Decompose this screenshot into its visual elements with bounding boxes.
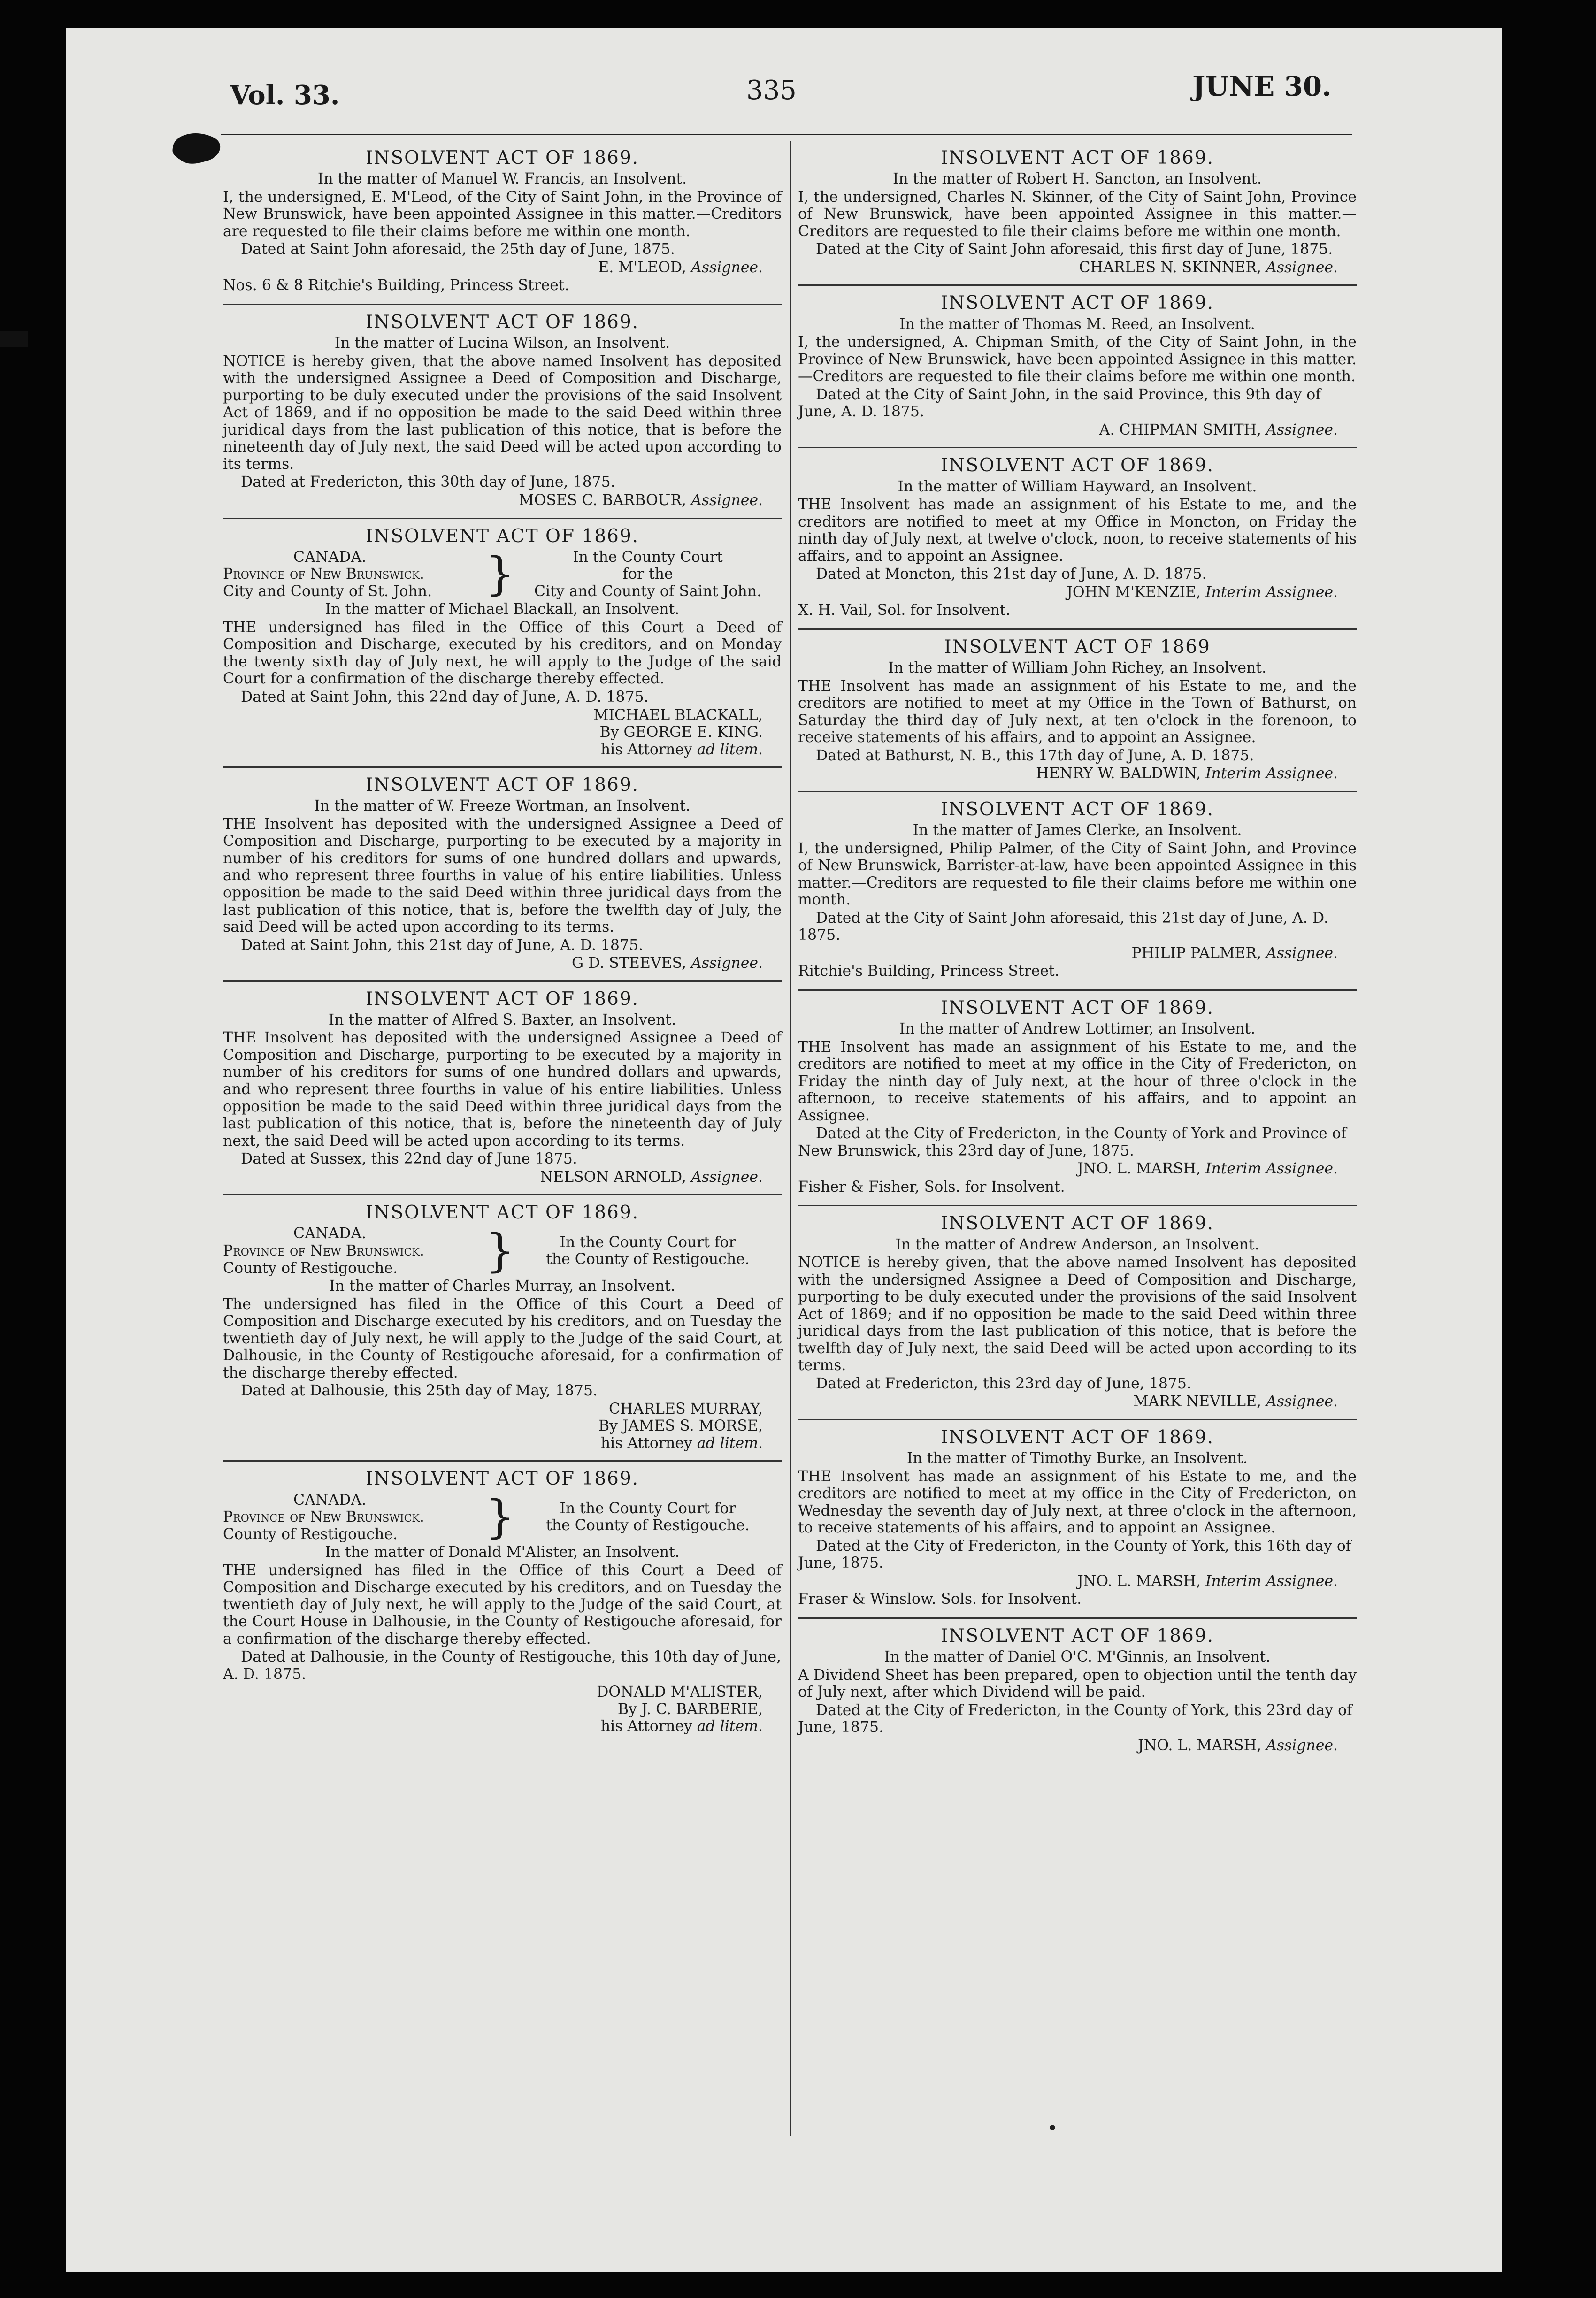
notice-body: I, the undersigned, A. Chipman Smith, of the City of Saint John, in the Province of New Brunswick, have been appointed Assignee in this matter.—Creditors are requested to file their claims before me within one month. xyxy=(798,334,1357,385)
court-province: Province of New Brunswick. xyxy=(223,566,424,583)
court-province: Province of New Brunswick. xyxy=(223,1242,424,1259)
notice-body: I, the undersigned, Philip Palmer, of the City of Saint John, and Province of New Brunswick, Barrister-at-law, have been appointed Assignee in this matter.—Creditors are requested to file their claims before me within one month. xyxy=(798,840,1357,909)
court-line: the County of Restigouche. xyxy=(546,1517,750,1534)
court-line: In the County Court for xyxy=(560,1233,736,1251)
notice-matter: In the matter of Charles Murray, an Insolvent. xyxy=(329,1278,675,1295)
volume-label: Vol. 33. xyxy=(230,80,340,111)
notice-body: THE Insolvent has made an assignment of his Estate to me, and the creditors are notified to meet at my Office in the Town of Bathurst, on Saturday the third day of July next, at ten o'clock in the forenoon, to receive statements of his affairs, and to appoint an Assignee. xyxy=(798,677,1357,746)
signature-name: NELSON ARNOLD, xyxy=(540,1168,687,1186)
page-number: 335 xyxy=(746,75,797,106)
signature xyxy=(798,421,1357,439)
notice xyxy=(798,1206,1357,1420)
court-name xyxy=(514,549,782,600)
notice-matter: In the matter of Thomas M. Reed, an Insolvent. xyxy=(899,315,1255,333)
ad-litem: ad litem. xyxy=(697,1718,763,1735)
notice-dated: Dated at Bathurst, N. B., this 17th day of June, A. D. 1875. xyxy=(816,747,1254,764)
signature-name: HENRY W. BALDWIN, xyxy=(1036,765,1201,782)
notice-matter: In the matter of James Clerke, an Insolvent. xyxy=(913,822,1242,839)
signature-role: Assignee. xyxy=(1266,1737,1338,1754)
notice xyxy=(798,1619,1357,1762)
notice-body: NOTICE is hereby given, that the above named Insolvent has deposited with the undersigned Assignee a Deed of Composition and Discharge, purporting to be duly executed under the provisions of the said Insolvent Act of 1869, and if no opposition be made to the said Deed within three juridical days from the last publication of this notice, that is before the nineteenth day of July next, the said Deed will be acted upon according to its terms. xyxy=(223,352,782,473)
signature-attorney xyxy=(223,741,782,758)
notice-matter: In the matter of William John Richey, an Insolvent. xyxy=(888,659,1267,677)
notice xyxy=(798,448,1357,629)
notice-body: THE Insolvent has made an assignment of his Estate to me, and the creditors are notified to meet at my Office in Moncton, on Friday the ninth day of July next, at twelve o'clock, noon, to receive statements of his affairs, and to appoint an Assignee. xyxy=(798,496,1357,565)
notice-dated: Dated at Fredericton, this 30th day of June, 1875. xyxy=(241,474,615,491)
notice-address: Ritchie's Building, Princess Street. xyxy=(798,963,1059,980)
notice-matter: In the matter of Donald M'Alister, an Insolvent. xyxy=(325,1544,680,1561)
header-rule xyxy=(221,134,1352,135)
notice-dated: Dated at Saint John, this 21st day of June, A. D. 1875. xyxy=(241,936,644,954)
right-column xyxy=(798,141,1357,1762)
notice xyxy=(798,286,1357,448)
signature-role: Interim Assignee. xyxy=(1205,765,1338,782)
signature-role: Assignee. xyxy=(1266,421,1338,438)
notice xyxy=(223,305,782,519)
court-caption xyxy=(223,1492,782,1543)
court-province: Province of New Brunswick. xyxy=(223,1509,424,1526)
notice-body: NOTICE is hereby given, that the above named Insolvent has deposited with the undersigned Assignee a Deed of Composition and Discharge, purporting to be duly executed under the provisions of the said Insolvent Act of 1869; and if no opposition be made to the said Deed within three juridical days from the last publication of this notice, that is before the twelfth day of July next, the said Deed will be acted upon according to its terms. xyxy=(798,1254,1357,1374)
notice xyxy=(798,630,1357,792)
notice-matter: In the matter of Lucina Wilson, an Insolvent. xyxy=(334,335,670,352)
notice-title: INSOLVENT ACT OF 1869. xyxy=(365,774,639,796)
notice-title: INSOLVENT ACT OF 1869. xyxy=(940,997,1214,1019)
notice-title: INSOLVENT ACT OF 1869. xyxy=(940,1213,1214,1234)
notice-dated: Dated at the City of Saint John aforesaid, this 21st day of June, A. D. 1875. xyxy=(798,909,1329,944)
brace-icon: } xyxy=(486,548,515,601)
signature-role: Assignee. xyxy=(1266,944,1338,962)
notice-body: I, the undersigned, E. M'Leod, of the City of Saint John, in the Province of New Brunswick, have been appointed Assignee in this matter.—Creditors are requested to file their claims before me within one month. xyxy=(223,188,782,240)
court-jurisdiction xyxy=(223,1225,486,1277)
notice-matter: In the matter of W. Freeze Wortman, an Insolvent. xyxy=(314,797,691,815)
signature-name: A. CHIPMAN SMITH, xyxy=(1099,421,1262,438)
issue-date: JUNE 30. xyxy=(1192,70,1332,102)
notice-title: INSOLVENT ACT OF 1869. xyxy=(365,988,639,1010)
notice xyxy=(223,1195,782,1462)
notice-title: INSOLVENT ACT OF 1869. xyxy=(365,1202,639,1224)
page-header xyxy=(66,70,1502,136)
notice-title: INSOLVENT ACT OF 1869 xyxy=(944,636,1211,658)
signature xyxy=(798,584,1357,601)
signature-attorney xyxy=(223,1718,782,1735)
notice-title: INSOLVENT ACT OF 1869. xyxy=(940,147,1214,169)
notice-matter: In the matter of Robert H. Sancton, an Insolvent. xyxy=(892,170,1262,188)
signature xyxy=(223,259,782,276)
notice xyxy=(798,792,1357,991)
notice-dated: Dated at Dalhousie, this 25th day of May, 1875. xyxy=(241,1382,598,1400)
notice xyxy=(798,141,1357,286)
notice-dated: Dated at Moncton, this 21st day of June, A. D. 1875. xyxy=(816,566,1207,583)
notice-dated: Dated at Saint John, this 22nd day of June, A. D. 1875. xyxy=(241,688,649,705)
notice xyxy=(798,991,1357,1207)
signature-role: Assignee. xyxy=(691,259,763,276)
notice xyxy=(223,141,782,305)
notice-matter: In the matter of Alfred S. Baxter, an Insolvent. xyxy=(328,1011,676,1028)
court-caption xyxy=(223,1225,782,1277)
notice-body: THE Insolvent has made an assignment of his Estate to me, and the creditors are notified to meet at my office in the City of Fredericton, on Friday the ninth day of July next, at the hour of three o'clock in the afternoon, to receive statements of his affairs, and to appoint an Assignee. xyxy=(798,1038,1357,1124)
signature-name: MICHAEL BLACKALL, xyxy=(593,706,763,724)
notice-title: INSOLVENT ACT OF 1869. xyxy=(365,525,639,547)
signature-by: By JAMES S. MORSE, xyxy=(598,1417,763,1435)
column-divider xyxy=(790,141,791,2136)
signature-by: By GEORGE E. KING. xyxy=(599,724,763,741)
notice-dated: Dated at Sussex, this 22nd day of June 1875. xyxy=(241,1150,577,1168)
notice-address: Nos. 6 & 8 Ritchie's Building, Princess Street. xyxy=(223,277,569,294)
signature xyxy=(798,1393,1357,1410)
notice-title: INSOLVENT ACT OF 1869. xyxy=(365,311,639,333)
court-country: CANADA. xyxy=(293,548,367,566)
notice-body: THE Insolvent has made an assignment of his Estate to me, and the creditors are notified to meet at my office in the City of Fredericton, on Wednesday the seventh day of July next, at three o'clock in the afternoon, to receive statements of his affairs, and to appoint an Assignee. xyxy=(798,1468,1357,1537)
notice-title: INSOLVENT ACT OF 1869. xyxy=(365,147,639,169)
signature-role: Assignee. xyxy=(691,491,763,509)
signature-name: CHARLES MURRAY, xyxy=(609,1400,763,1417)
signature-name: JOHN M'KENZIE, xyxy=(1067,583,1201,601)
signature xyxy=(223,1169,782,1186)
signature-name: MARK NEVILLE, xyxy=(1133,1393,1262,1410)
notice-title: INSOLVENT ACT OF 1869. xyxy=(940,1625,1214,1647)
notice xyxy=(798,1420,1357,1619)
court-country: CANADA. xyxy=(293,1225,367,1242)
court-county: City and County of St. John. xyxy=(223,582,432,600)
court-line: In the County Court for xyxy=(560,1500,736,1517)
notice-dated: Dated at the City of Fredericton, in the County of York and Province of New Brunswick, this 23rd day of June, 1875. xyxy=(798,1125,1347,1159)
court-line: for the xyxy=(622,566,673,583)
signature-name: JNO. L. MARSH, xyxy=(1077,1572,1201,1590)
signature-name: G D. STEEVES, xyxy=(571,955,687,972)
notice-body: THE Insolvent has deposited with the undersigned Assignee a Deed of Composition and Discharge, purporting to be executed by a majority in number of his creditors for sums of one hundred dollars and upwards, and who represent three fourths in value of his entire liabilities. Unless opposition be made to the said Deed within three juridical days from the last publication of this notice, that is, before the nineteenth day of July next, the said Deed will be acted upon according to its terms. xyxy=(223,1029,782,1149)
notice-matter: In the matter of Andrew Anderson, an Insolvent. xyxy=(895,1236,1259,1253)
signature-name: DONALD M'ALISTER, xyxy=(597,1684,763,1701)
court-county: County of Restigouche. xyxy=(223,1525,398,1543)
signature xyxy=(223,955,782,972)
attorney-label: his Attorney xyxy=(600,1718,692,1735)
signature xyxy=(798,1160,1357,1178)
ad-litem: ad litem. xyxy=(697,741,763,758)
signature xyxy=(798,765,1357,782)
notice-dated: Dated at the City of Saint John, in the said Province, this 9th day of June, A. D. 1875. xyxy=(798,386,1321,421)
notice xyxy=(223,1462,782,1744)
brace-icon: } xyxy=(486,1491,515,1544)
brace-icon: } xyxy=(486,1225,515,1278)
notice-title: INSOLVENT ACT OF 1869. xyxy=(940,292,1214,314)
court-name xyxy=(514,1234,782,1268)
signature-name: JNO. L. MARSH, xyxy=(1138,1737,1262,1754)
signature-name: CHARLES N. SKINNER, xyxy=(1079,259,1262,276)
signature xyxy=(798,945,1357,962)
signature-role: Interim Assignee. xyxy=(1205,1160,1338,1178)
notice-title: INSOLVENT ACT OF 1869. xyxy=(365,1468,639,1490)
signature-role: Assignee. xyxy=(691,1168,763,1186)
notice xyxy=(223,768,782,982)
notice-matter: In the matter of William Hayward, an Insolvent. xyxy=(898,478,1257,495)
signature-role: Assignee. xyxy=(691,955,763,972)
signature-name: JNO. L. MARSH, xyxy=(1077,1160,1201,1178)
signature-name: E. M'LEOD, xyxy=(598,259,687,276)
signature-by: By J. C. BARBERIE, xyxy=(617,1701,763,1718)
solicitor-line: X. H. Vail, Sol. for Insolvent. xyxy=(798,602,1011,619)
signature-role: Assignee. xyxy=(1266,1393,1338,1410)
notice xyxy=(223,519,782,768)
notice-dated: Dated at the City of Fredericton, in the County of York, this 23rd day of June, 1875. xyxy=(798,1701,1352,1736)
ad-litem: ad litem. xyxy=(697,1434,763,1452)
notice-body: I, the undersigned, Charles N. Skinner, of the City of Saint John, Province of New Brunswick, have been appointed Assignee in this matter.—Creditors are requested to file their claims before me within one month. xyxy=(798,188,1357,240)
notice-dated: Dated at Fredericton, this 23rd day of June, 1875. xyxy=(816,1375,1191,1392)
court-line: City and County of Saint John. xyxy=(534,582,762,600)
court-jurisdiction xyxy=(223,1492,486,1543)
signature-role: Assignee. xyxy=(1266,259,1338,276)
signature-role: Interim Assignee. xyxy=(1205,1572,1338,1590)
signature xyxy=(798,259,1357,276)
notice-matter: In the matter of Andrew Lottimer, an Insolvent. xyxy=(899,1020,1256,1038)
notice-matter: In the matter of Timothy Burke, an Insolvent. xyxy=(907,1450,1248,1467)
court-line: the County of Restigouche. xyxy=(546,1251,750,1268)
solicitor-line: Fraser & Winslow. Sols. for Insolvent. xyxy=(798,1591,1082,1608)
notice-dated: Dated at the City of Fredericton, in the County of York, this 16th day of June, 1875. xyxy=(798,1537,1351,1572)
notice-title: INSOLVENT ACT OF 1869. xyxy=(940,1426,1214,1448)
signature xyxy=(798,1737,1357,1754)
signature xyxy=(798,1573,1357,1590)
signature xyxy=(223,492,782,509)
notice-matter: In the matter of Manuel W. Francis, an Insolvent. xyxy=(317,170,687,188)
notice-body: The undersigned has filed in the Office of this Court a Deed of Composition and Discharge executed by his creditors, and on Tuesday the twentieth day of July next, he will apply to the Judge of the said Court, at Dalhousie, in the County of Restigouche aforesaid, for a confirmation of the discharge thereby effected. xyxy=(223,1295,782,1381)
signature-attorney xyxy=(223,1435,782,1452)
notice-dated: Dated at the City of Saint John aforesaid, this first day of June, 1875. xyxy=(816,241,1333,258)
notice-body: THE Insolvent has deposited with the undersigned Assignee a Deed of Composition and Discharge, purporting to be executed by a majority in number of his creditors for sums of one hundred dollars and upwards, and who represent three fourths in value of his entire liabilities. Unless opposition be made to the said Deed within three juridical days from the last publication of this notice, that is, before the twelfth day of July, the said Deed will be acted upon according to its terms. xyxy=(223,815,782,936)
notice-body: THE undersigned has filed in the Office of this Court a Deed of Composition and Discharge, executed by his creditors, and on Monday the twenty sixth day of July next, he will apply to the Judge of the said Court for a confirmation of the discharge thereby effected. xyxy=(223,619,782,688)
signature-role: Interim Assignee. xyxy=(1205,583,1338,601)
court-caption xyxy=(223,549,782,600)
signature-name: PHILIP PALMER, xyxy=(1131,944,1262,962)
court-line: In the County Court xyxy=(573,548,723,566)
notice-matter: In the matter of Michael Blackall, an Insolvent. xyxy=(325,601,680,618)
court-name xyxy=(514,1500,782,1534)
court-county: County of Restigouche. xyxy=(223,1259,398,1277)
notice-body: THE undersigned has filed in the Office of this Court a Deed of Composition and Discharge executed by his creditors, and on Tuesday the twentieth day of July next, he will apply to the Judge of the said Court, at the Court House in Dalhousie, in the County of Restigouche aforesaid, for a confirmation of the discharge thereby effected. xyxy=(223,1562,782,1647)
notice-matter: In the matter of Daniel O'C. M'Ginnis, an Insolvent. xyxy=(884,1648,1271,1666)
scan-edge-mark xyxy=(0,331,28,347)
notice-dated: Dated at Dalhousie, in the County of Restigouche, this 10th day of June, A. D. 1875. xyxy=(223,1648,781,1683)
attorney-label: his Attorney xyxy=(600,1434,692,1452)
notice-title: INSOLVENT ACT OF 1869. xyxy=(940,798,1214,820)
court-jurisdiction xyxy=(223,549,486,600)
notice-body: A Dividend Sheet has been prepared, open to objection until the tenth day of July next, after which Dividend will be paid. xyxy=(798,1666,1357,1701)
notice xyxy=(223,982,782,1196)
left-column xyxy=(223,141,782,1744)
ornament-dot-icon: • xyxy=(1047,2118,1058,2139)
notice-dated: Dated at Saint John aforesaid, the 25th day of June, 1875. xyxy=(241,241,675,258)
attorney-label: his Attorney xyxy=(600,741,692,758)
gazette-page xyxy=(66,28,1502,2272)
solicitor-line: Fisher & Fisher, Sols. for Insolvent. xyxy=(798,1178,1065,1195)
court-country: CANADA. xyxy=(293,1491,367,1509)
signature-name: MOSES C. BARBOUR, xyxy=(519,491,687,509)
notice-title: INSOLVENT ACT OF 1869. xyxy=(940,455,1214,476)
